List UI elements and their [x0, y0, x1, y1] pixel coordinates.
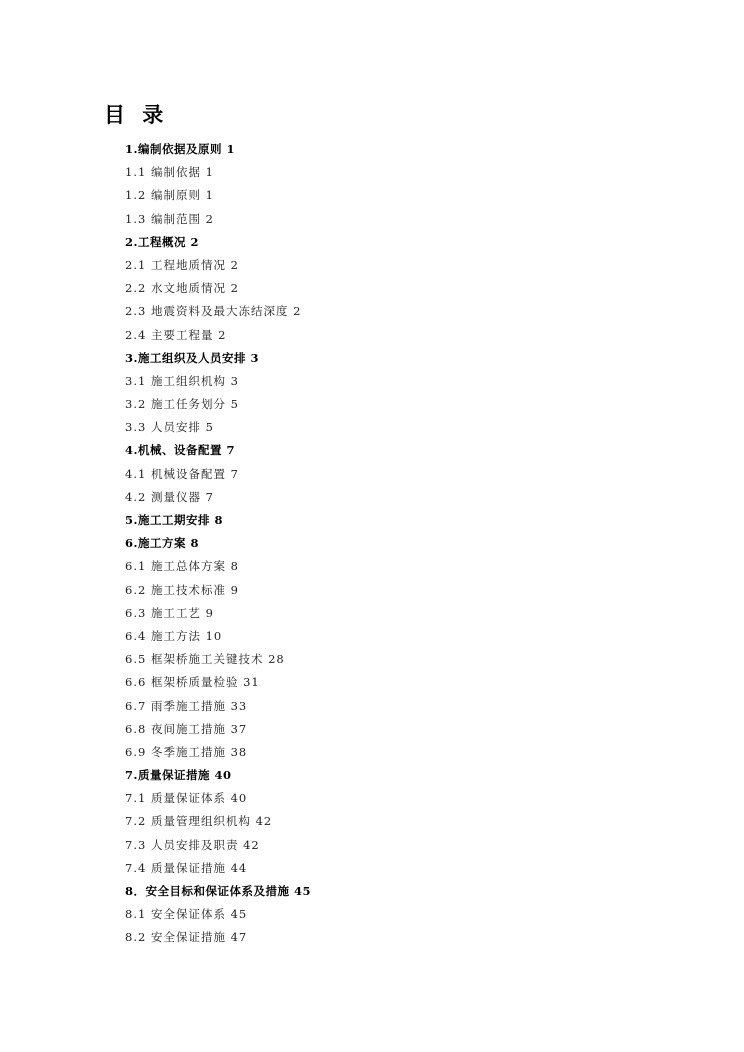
toc-chapter-entry[interactable]: 5.施工工期安排 8: [125, 513, 224, 527]
toc-section-entry[interactable]: 2.4 主要工程量 2: [125, 327, 227, 342]
toc-chapter-entry[interactable]: 8．安全目标和保证体系及措施 45: [125, 884, 312, 898]
toc-section-entry[interactable]: 2.2 水文地质情况 2: [125, 281, 239, 296]
toc-section-entry[interactable]: 7.3 人员安排及职责 42: [125, 837, 260, 852]
toc-section-entry[interactable]: 6.9 冬季施工措施 38: [125, 744, 248, 759]
toc-section-entry[interactable]: 2.3 地震资料及最大冻结深度 2: [125, 304, 302, 319]
toc-section-entry[interactable]: 4.2 测量仪器 7: [125, 489, 214, 504]
toc-section-entry[interactable]: 6.2 施工技术标准 9: [125, 582, 239, 597]
toc-section-entry[interactable]: 7.2 质量管理组织机构 42: [125, 814, 273, 829]
toc-section-entry[interactable]: 3.2 施工任务划分 5: [125, 397, 239, 412]
toc-section-entry[interactable]: 7.1 质量保证体系 40: [125, 791, 248, 806]
toc-section-entry[interactable]: 8.1 安全保证体系 45: [125, 907, 248, 922]
toc-section-entry[interactable]: 6.8 夜间施工措施 37: [125, 721, 248, 736]
toc-section-entry[interactable]: 1.3 编制范围 2: [125, 211, 214, 226]
toc-section-entry[interactable]: 3.1 施工组织机构 3: [125, 373, 239, 388]
toc-chapter-entry[interactable]: 7.质量保证措施 40: [125, 768, 232, 783]
toc-section-entry[interactable]: 8.2 安全保证措施 47: [125, 930, 248, 945]
toc-section-entry[interactable]: 3.3 人员安排 5: [125, 420, 214, 435]
toc-section-entry[interactable]: 6.3 施工工艺 9: [125, 605, 214, 620]
toc-section-entry[interactable]: 4.1 机械设备配置 7: [125, 466, 239, 481]
toc-chapter-entry[interactable]: 4.机械、设备配置 7: [125, 443, 236, 458]
toc-title: 目 录: [104, 103, 169, 127]
toc-section-entry[interactable]: 1.2 编制原则 1: [125, 188, 214, 203]
toc-section-entry[interactable]: 6.1 施工总体方案 8: [125, 559, 239, 574]
toc-chapter-entry[interactable]: 6.施工方案 8: [125, 536, 200, 551]
toc-section-entry[interactable]: 6.6 框架桥质量检验 31: [125, 675, 260, 690]
toc-section-entry[interactable]: 7.4 质量保证措施 44: [125, 860, 248, 875]
toc-chapter-entry[interactable]: 2.工程概况 2: [125, 234, 200, 249]
toc-section-entry[interactable]: 6.4 施工方法 10: [125, 628, 223, 643]
toc-list: [125, 138, 311, 950]
toc-chapter-entry[interactable]: 3.施工组织及人员安排 3: [125, 350, 260, 365]
toc-section-entry[interactable]: 6.5 框架桥施工关键技术 28: [125, 652, 285, 667]
toc-chapter-entry[interactable]: 1.编制依据及原则 1: [125, 142, 236, 156]
toc-section-entry[interactable]: 1.1 编制依据 1: [125, 165, 214, 180]
toc-section-entry[interactable]: 2.1 工程地质情况 2: [125, 257, 239, 272]
toc-section-entry[interactable]: 6.7 雨季施工措施 33: [125, 698, 248, 713]
